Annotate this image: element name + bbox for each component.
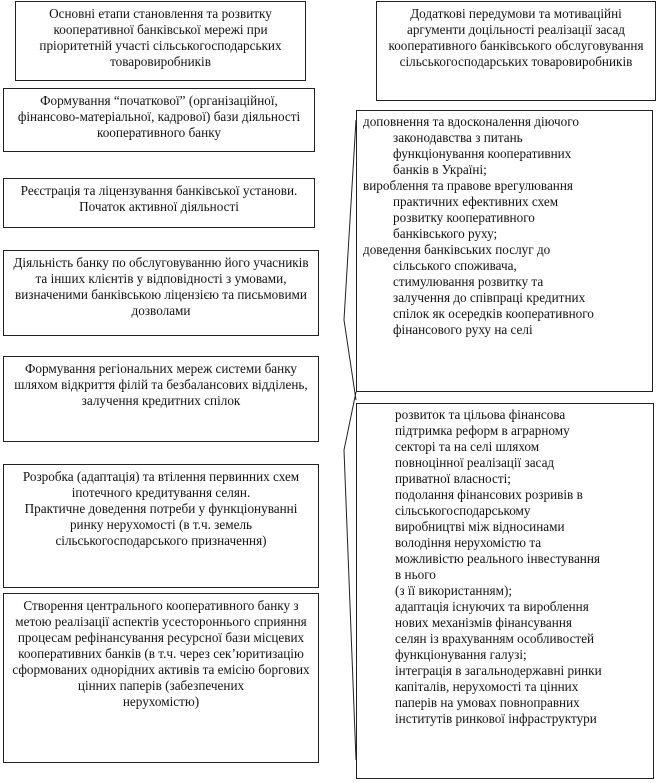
right-box-1-line: банків в Україні; xyxy=(393,162,487,177)
right-box-2-line: володіння нерухомістю та xyxy=(395,535,542,550)
right-box-2-line: підтримка реформ в аграрному xyxy=(395,423,570,438)
right-box-1-line: залучення до співпраці кредитних xyxy=(393,290,586,305)
right-box-2-line: розвиток та цільова фінансова xyxy=(395,407,566,422)
right-header-box xyxy=(376,1,656,101)
right-box-1-line: функціонування кооперативних xyxy=(393,146,572,161)
right-box-2-line: інститутів ринкової інфраструктури xyxy=(395,711,597,726)
right-box-2-line: паперів на умовах повноправних xyxy=(395,695,580,710)
stage-text-6b: нерухомістю) xyxy=(122,694,200,709)
right-box-1 xyxy=(356,110,653,392)
right-box-1-line: доведення банківських послуг до xyxy=(363,242,551,257)
stage-box-3 xyxy=(3,250,319,336)
right-box-1-line: спілок як осередків кооперативного xyxy=(393,306,594,321)
right-box-1-line: практичних ефективних схем xyxy=(393,194,559,209)
right-box-2-line: адаптація існуючих та вироблення xyxy=(395,599,589,614)
left-header-text: Основні етапи становлення та розвитку кооперативної банківської мережі при пріоритетній участі сільськогосподарських товаровиробників xyxy=(39,6,282,69)
stage-text-5a: Розробка (адаптація) та втілення первинних схем іпотечного кредитування селян. xyxy=(22,469,300,500)
stage-box-2 xyxy=(3,178,315,228)
stage-box-4 xyxy=(3,356,319,442)
right-box-2-line: селян із врахуванням особливостей xyxy=(395,631,595,646)
left-header-box xyxy=(15,1,306,81)
right-box-2-line: (з її використанням); xyxy=(395,583,512,598)
stage-text-2: Реєстрація та ліцензування банківської установи. Початок активної діяльності xyxy=(20,183,298,214)
right-box-1-line: стимулювання розвитку та xyxy=(393,274,544,289)
right-box-1-line: законодавства з питань xyxy=(393,130,523,145)
right-box-2-line: повноцінної реалізації засад xyxy=(395,455,555,470)
right-box-1-line: розвитку кооперативного xyxy=(393,210,535,225)
stage-text-5b: Практичне доведення потреби у функціонуванні ринку нерухомості (в т.ч. земель сільськогосподарського призначення) xyxy=(24,501,298,548)
stage-box-5 xyxy=(3,464,319,588)
stage-text-6a: Створення центрального кооперативного банку з метою реалізації аспектів усестороннього сприяння процесам рефінансування ресурсної бази місцевих кооперативних банків (в т.ч. через сек’юритизацію сформованих однорідних активів та емісію боргових цінних паперів (забезпечених xyxy=(12,598,310,693)
stage-box-1 xyxy=(3,88,315,152)
right-box-2-line: функціонування галузі; xyxy=(395,647,527,662)
stage-text-1: Формування “початкової” (організаційної, фінансово-матеріальної, кадрової) бази діяльності кооперативного банку xyxy=(17,93,301,140)
right-box-1-line: сільського споживача, xyxy=(393,258,517,273)
right-box-1-line: вироблення та правове врегулювання xyxy=(363,178,573,193)
right-box-1-line: доповнення та вдосконалення діючого xyxy=(363,114,579,129)
right-box-1-line: банківського руху; xyxy=(393,226,498,241)
connector-upper xyxy=(344,120,356,400)
right-box-2-line: можливістю реального інвестування xyxy=(395,551,600,566)
right-box-2-line: інтеграція в загальнодержавні ринки xyxy=(395,663,602,678)
right-box-2-line: приватної власності; xyxy=(395,471,511,486)
right-header-text: Додаткові передумови та мотиваційні аргументи доцільності реалізації засад кооперативного банківського обслуговування сільськогосподарських товаровиробників xyxy=(388,6,644,69)
right-box-2-line: виробництві між відносинами xyxy=(395,519,565,534)
right-box-2 xyxy=(356,403,654,779)
stage-text-4: Формування регіональних мереж системи банку шляхом відкриття філій та безбалансових відділень, залучення кредитних спілок xyxy=(14,361,308,408)
connector-lower xyxy=(344,392,356,760)
stage-box-6 xyxy=(3,593,319,763)
right-box-2-line: капіталів, нерухомості та цінних xyxy=(395,679,579,694)
right-box-2-line: нових механізмів фінансування xyxy=(395,615,572,630)
right-box-2-line: в нього xyxy=(395,567,436,582)
stage-text-3: Діяльність банку по обслуговуванню його учасників та інших клієнтів у відповідності з умовами, визначеними банківською ліцензією та письмовими дозволами xyxy=(13,255,309,318)
right-box-1-line: фінансового руху на селі xyxy=(393,322,533,337)
right-box-2-line: секторі та на селі шляхом xyxy=(395,439,540,454)
right-box-2-line: подолання фінансових розривів в xyxy=(395,487,583,502)
right-box-2-line: сільськогосподарському xyxy=(395,503,531,518)
